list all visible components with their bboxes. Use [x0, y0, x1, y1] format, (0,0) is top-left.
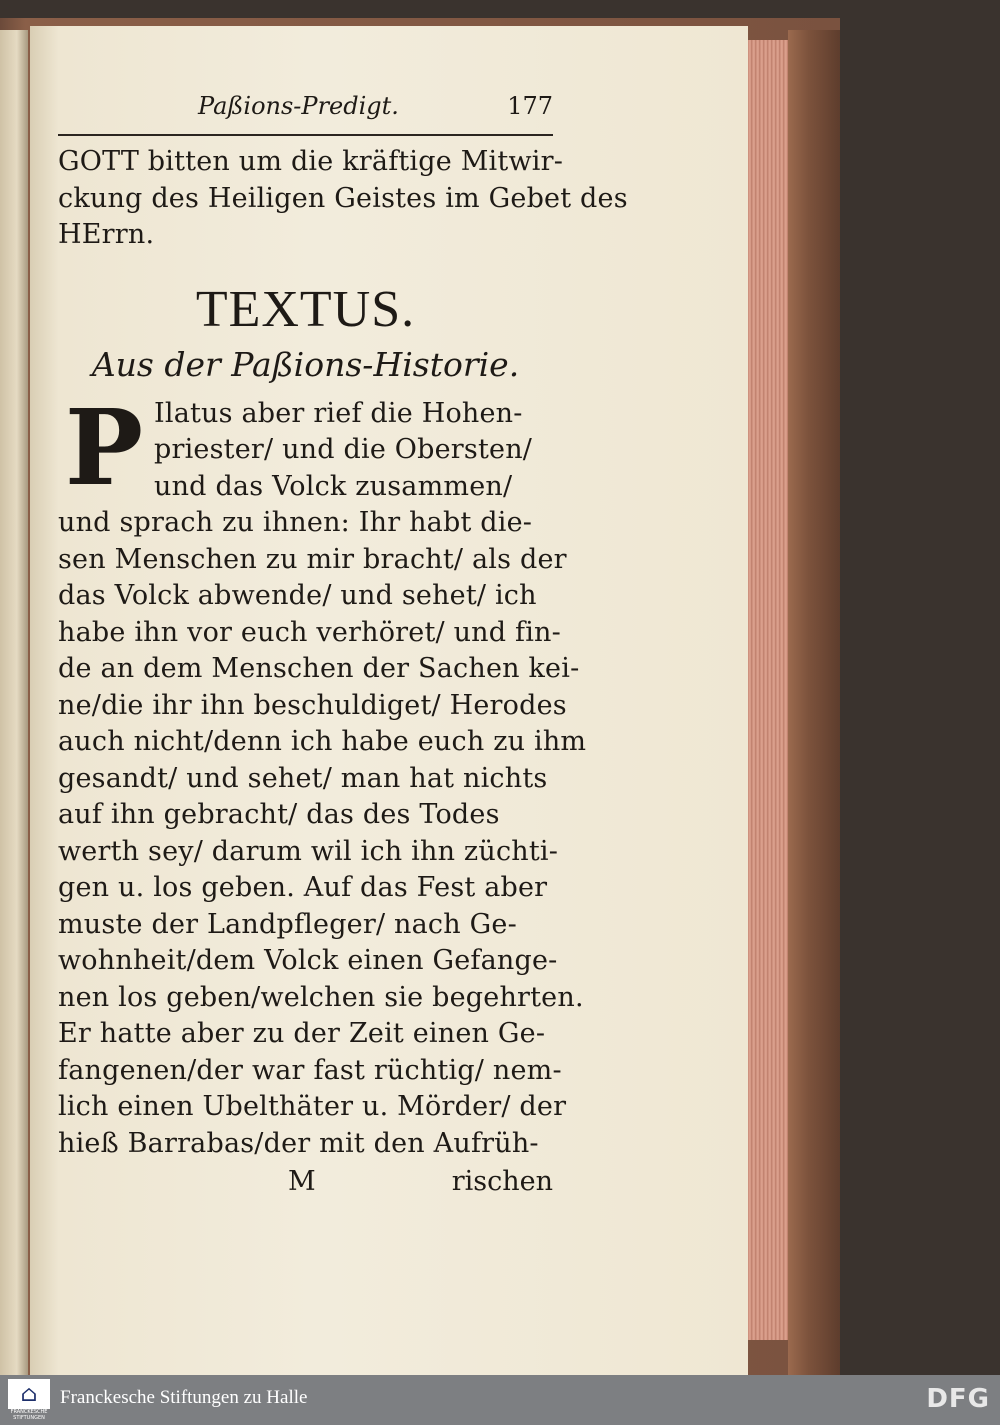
page-header	[58, 92, 553, 134]
text-line: gesandt/ und sehet/ man hat nichts	[58, 762, 548, 794]
text-line: habe ihn vor euch verhöret/ und fin-	[58, 616, 561, 648]
text-block	[58, 385, 587, 1201]
text-line: hieß Barrabas/der mit den Aufrüh-	[58, 1127, 539, 1159]
text-line: wohnheit/dem Volck einen Gefange-	[58, 945, 558, 976]
text-line: sen Menschen zu mir bracht/ als der	[58, 543, 567, 575]
book-spine	[788, 30, 840, 1375]
text-line: priester/ und die Obersten/	[154, 434, 533, 465]
text-line: gen u. los geben. Auf das Fest aber	[58, 872, 548, 903]
catchword: rischen	[451, 1166, 553, 1197]
signature-mark: M	[288, 1166, 316, 1197]
page-foot	[58, 1164, 553, 1201]
text-line: muste der Landpfleger/ nach Ge-	[58, 908, 517, 940]
intro-line: GOTT bitten um die kräftige Mitwir-	[58, 146, 564, 177]
page-edges	[748, 40, 788, 1340]
drop-cap-initial: P	[64, 385, 144, 509]
text-line: auf ihn gebracht/ das des Todes	[58, 799, 500, 830]
intro-line: ckung des Heiligen Geistes im Gebet des	[58, 182, 628, 214]
left-page-edge	[0, 30, 28, 1375]
section-subheading: Aus der Paßions-Historie.	[91, 344, 520, 384]
page-content	[58, 92, 628, 1201]
dfg-logo[interactable]: DFG	[926, 1384, 990, 1414]
text-line: das Volck abwende/ und sehet/ ich	[58, 580, 537, 611]
text-line: Er hatte aber zu der Zeit einen Ge-	[58, 1018, 546, 1049]
running-title: Paßions-Predigt.	[198, 92, 399, 120]
text-line: lich einen Ubelthäter u. Mörder/ der	[58, 1091, 567, 1122]
section-heading: TEXTUS.	[195, 280, 416, 338]
footer-bar	[0, 1375, 1000, 1425]
text-line: und sprach zu ihnen: Ihr habt die-	[58, 507, 533, 538]
text-line: und das Volck zusammen/	[154, 470, 513, 502]
logo-text: FRANCKESCHE STIFTUNGEN	[10, 1409, 48, 1421]
institution-name[interactable]: Franckesche Stiftungen zu Halle	[60, 1387, 308, 1408]
text-line: fangenen/der war fast rüchtig/ nem-	[58, 1054, 562, 1086]
header-rule	[58, 134, 553, 136]
institution-logo[interactable]	[8, 1379, 50, 1421]
text-line: nen los geben/welchen sie begehrten.	[58, 981, 584, 1013]
building-icon: ⌂	[8, 1379, 50, 1409]
text-line: Ilatus aber rief die Hohen-	[154, 397, 523, 429]
intro-line: HErrn.	[58, 219, 155, 250]
text-line: de an dem Menschen der Sachen kei-	[58, 653, 580, 684]
page-number: 177	[507, 92, 553, 120]
text-line: auch nicht/denn ich habe euch zu ihm	[58, 726, 587, 757]
text-line: werth sey/ darum wil ich ihn züchti-	[58, 835, 559, 867]
text-line: ne/die ihr ihn beschuldiget/ Herodes	[58, 689, 567, 721]
